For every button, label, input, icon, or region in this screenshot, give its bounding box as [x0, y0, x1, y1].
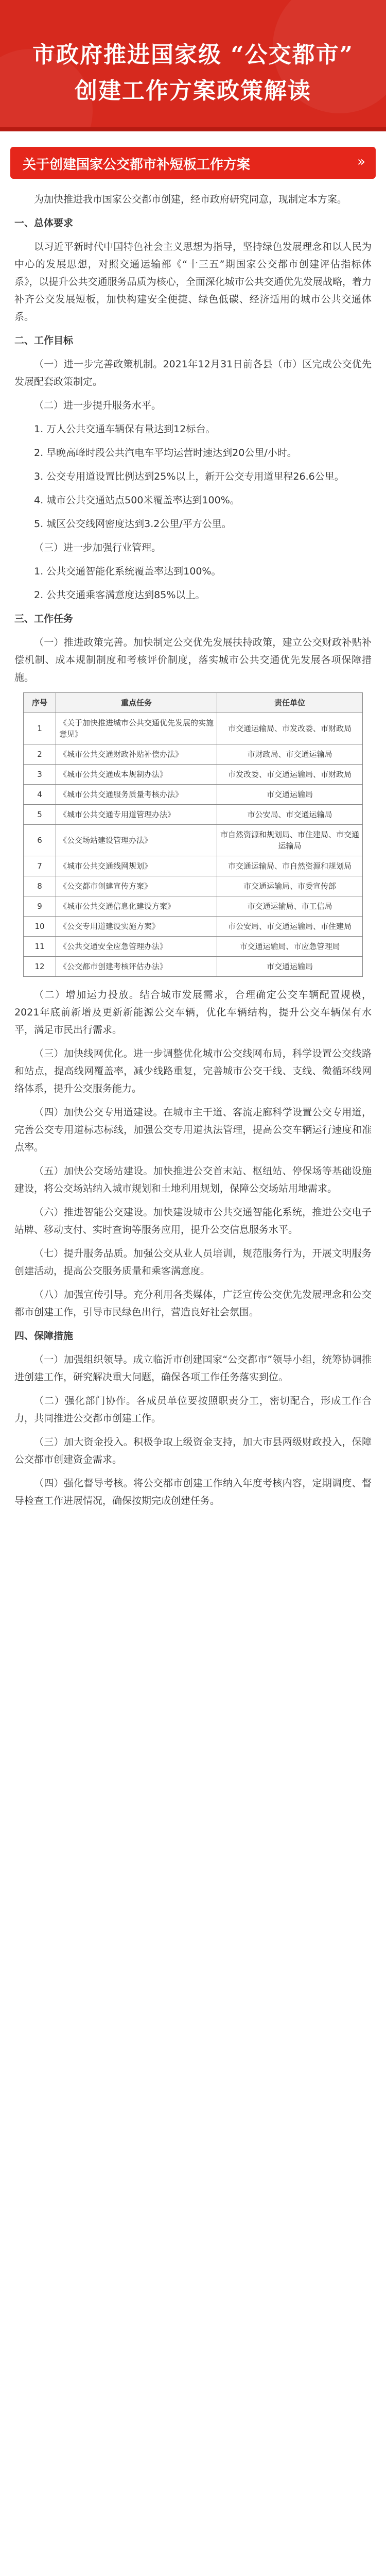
cell-task: 《关于加快推进城市公共交通优先发展的实施意见》 [56, 713, 217, 744]
paragraph: 2. 早晚高峰时段公共汽电车平均运营时速达到20公里/小时。 [34, 447, 297, 459]
paragraph: （八）加强宣传引导。充分利用各类媒体，广泛宣传公交优先发展理念和公交都市创建工作，引导市民绿色出行，营造良好社会氛围。 [14, 1289, 372, 1318]
table-row [24, 856, 363, 876]
cell-no: 12 [24, 957, 56, 977]
subheading: 四、保障措施 [14, 1330, 74, 1342]
table-row [24, 917, 363, 937]
cell-unit: 市财政局、市交通运输局 [217, 744, 363, 765]
paragraph: （五）加快公交场站建设。加快推进公交首末站、枢纽站、停保场等基础设施建设，将公交场站纳入城市规划和土地利用规划，保障公交场站用地需求。 [14, 1165, 372, 1194]
table-header-task: 重点任务 [56, 693, 217, 713]
cell-no: 11 [24, 937, 56, 957]
cell-unit: 市自然资源和规划局、市住建局、市交通运输局 [217, 825, 363, 856]
cell-no: 4 [24, 785, 56, 805]
table-row [24, 876, 363, 896]
cell-no: 1 [24, 713, 56, 744]
table-row [24, 896, 363, 917]
cell-no: 10 [24, 917, 56, 937]
table-row [24, 765, 363, 785]
cell-no: 2 [24, 744, 56, 765]
section-banner-plan [10, 147, 376, 179]
subheading: 一、总体要求 [14, 217, 74, 229]
cell-unit: 市交通运输局 [217, 957, 363, 977]
plan-body [14, 191, 372, 1516]
cell-no: 5 [24, 805, 56, 825]
paragraph: （七）提升服务品质。加强公交从业人员培训，规范服务行为，开展文明服务创建活动，提高公交服务质量和乘客满意度。 [14, 1248, 372, 1277]
paragraph: 1. 公共交通智能化系统覆盖率达到100%。 [34, 566, 221, 577]
table-header-row [24, 693, 363, 713]
cell-task: 《城市公共交通专用道管理办法》 [56, 805, 217, 825]
cell-task: 《公共交通安全应急管理办法》 [56, 937, 217, 957]
paragraph: 2. 公共交通乘客满意度达到85%以上。 [34, 589, 205, 601]
paragraph: （三）加快线网优化。进一步调整优化城市公交线网布局，科学设置公交线路和站点，提高线网覆盖率，减少线路重复，完善城市公交干线、支线、微循环线网络体系，提升公交服务能力。 [14, 1048, 372, 1094]
paragraph: 1. 万人公共交通车辆保有量达到12标台。 [34, 423, 216, 435]
cell-no: 8 [24, 876, 56, 896]
table-row [24, 937, 363, 957]
table-row [24, 744, 363, 765]
cell-task: 《公交都市创建宣传方案》 [56, 876, 217, 896]
paragraph: （三）进一步加强行业管理。 [34, 542, 162, 553]
cell-task: 《城市公共交通线网规划》 [56, 856, 217, 876]
section-title: 关于创建国家公交都市补短板工作方案 [23, 157, 251, 173]
page-title-line1: 市政府推进国家级 “公交都市” [32, 42, 354, 68]
cell-unit: 市发改委、市交通运输局、市财政局 [217, 765, 363, 785]
subheading: 二、工作目标 [14, 335, 74, 346]
subheading: 三、工作任务 [14, 613, 74, 624]
paragraph: （六）推进智能公交建设。加快建设城市公共交通智能化系统，推进公交电子站牌、移动支付、实时查询等服务应用，提升公交信息服务水平。 [14, 1207, 372, 1235]
table-row [24, 805, 363, 825]
cell-task: 《公交场站建设管理办法》 [56, 825, 217, 856]
paragraph: （二）增加运力投放。结合城市发展需求，合理确定公交车辆配置规模，2021年底前新增及更新新能源公交车辆，优化车辆结构，提升公交车辆保有水平，满足市民出行需求。 [14, 989, 372, 1036]
paragraph: （四）加快公交专用道建设。在城市主干道、客流走廊科学设置公交专用道，完善公交专用道标志标线，加强公交专用道执法管理，提高公交车辆运行速度和准点率。 [14, 1107, 372, 1153]
cell-unit: 市交通运输局、市应急管理局 [217, 937, 363, 957]
cell-no: 3 [24, 765, 56, 785]
cell-task: 《城市公共交通成本规制办法》 [56, 765, 217, 785]
cell-unit: 市交通运输局 [217, 785, 363, 805]
cell-unit: 市交通运输局、市发改委、市财政局 [217, 713, 363, 744]
paragraph: （二）进一步提升服务水平。 [34, 400, 162, 411]
cell-no: 7 [24, 856, 56, 876]
cell-unit: 市公安局、市交通运输局、市住建局 [217, 917, 363, 937]
cell-task: 《城市公共交通信息化建设方案》 [56, 896, 217, 917]
cell-no: 6 [24, 825, 56, 856]
paragraph: 4. 城市公共交通站点500米覆盖率达到100%。 [34, 495, 240, 506]
cell-task: 《公交都市创建考核评估办法》 [56, 957, 217, 977]
table-row [24, 957, 363, 977]
chevron-right-icon: » [357, 154, 365, 170]
table-row [24, 785, 363, 805]
cell-no: 9 [24, 896, 56, 917]
page-title-line2: 创建工作方案政策解读 [75, 78, 311, 104]
paragraph: 5. 城区公交线网密度达到3.2公里/平方公里。 [34, 518, 232, 530]
table-header-no: 序号 [24, 693, 56, 713]
paragraph: 为加快推进我市国家公交都市创建，经市政府研究同意，现制定本方案。 [34, 194, 347, 205]
paragraph: （三）加大资金投入。积极争取上级资金支持，加大市县两级财政投入，保障公交都市创建资金需求。 [14, 1436, 372, 1465]
cell-unit: 市交通运输局、市自然资源和规划局 [217, 856, 363, 876]
paragraph: 3. 公交专用道设置比例达到25%以上，新开公交专用道里程26.6公里。 [34, 471, 344, 482]
cell-task: 《城市公共交通服务质量考核办法》 [56, 785, 217, 805]
cell-task: 《城市公共交通财政补贴补偿办法》 [56, 744, 217, 765]
table-header-unit: 责任单位 [217, 693, 363, 713]
table-row [24, 713, 363, 744]
cell-unit: 市公安局、市交通运输局 [217, 805, 363, 825]
paragraph: 以习近平新时代中国特色社会主义思想为指导，坚持绿色发展理念和以人民为中心的发展思想，对照交通运输部《“十三五”期国家公交都市创建评估指标体系》，以提升公共交通服务品质为核心，全面深化城市公共交通优先发展战略，着力补齐公交发展短板，加快构建安全便捷、绿色低碳、经济适用的城市公共交通体系。 [14, 241, 372, 323]
cell-unit: 市交通运输局、市委宣传部 [217, 876, 363, 896]
header-divider [0, 127, 386, 131]
paragraph: （二）强化部门协作。各成员单位要按照职责分工，密切配合，形成工作合力，共同推进公交都市创建工作。 [14, 1395, 372, 1424]
paragraph: （一）进一步完善政策机制。2021年12月31日前各县（市）区完成公交优先发展配套政策制定。 [14, 359, 372, 387]
task-table [23, 692, 363, 977]
paragraph: （四）强化督导考核。将公交都市创建工作纳入年度考核内容，定期调度、督导检查工作进展情况，确保按期完成创建任务。 [14, 1478, 372, 1506]
cell-task: 《公交专用道建设实施方案》 [56, 917, 217, 937]
paragraph: （一）加强组织领导。成立临沂市创建国家“公交都市”领导小组，统筹协调推进创建工作，研究解决重大问题，确保各项工作任务落实到位。 [14, 1354, 372, 1383]
paragraph: （一）推进政策完善。加快制定公交优先发展扶持政策，建立公交财政补贴补偿机制、成本规制制度和考核评价制度，落实城市公共交通优先发展各项保障措施。 [14, 637, 372, 683]
header-banner [0, 0, 386, 131]
cell-unit: 市交通运输局、市工信局 [217, 896, 363, 917]
table-row [24, 825, 363, 856]
